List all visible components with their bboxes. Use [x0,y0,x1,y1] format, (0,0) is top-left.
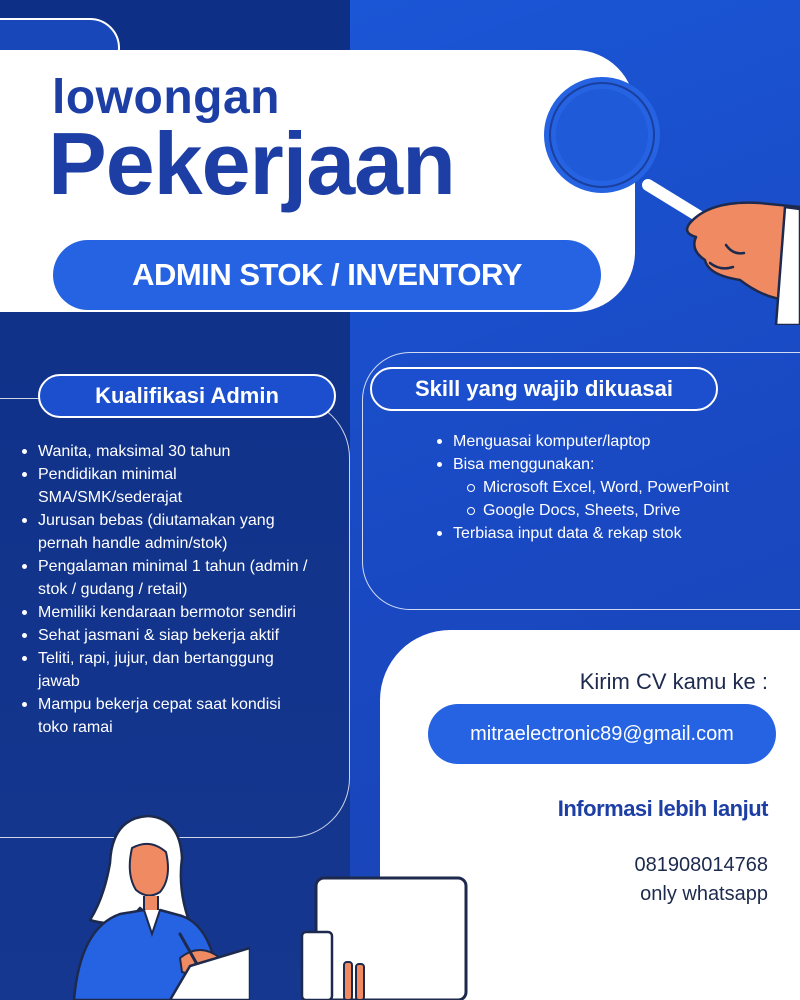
list-item: Menguasai komputer/laptop [437,430,787,453]
sub-list-item: Google Docs, Sheets, Drive [467,499,787,522]
list-item: Wanita, maksimal 30 tahun [22,440,312,463]
title-pekerjaan: Pekerjaan [48,114,455,213]
list-item: Sehat jasmani & siap bekerja aktif [22,624,312,647]
qualification-label: Kualifikasi Admin [38,374,336,418]
title-lowongan: lowongan [52,71,280,124]
list-item: Jurusan bebas (diutamakan yang pernah handle admin/stok) [22,509,312,555]
list-item-text: Bisa menggunakan: [453,456,595,473]
qualification-list [22,440,312,739]
more-info-heading: Informasi lebih lanjut [557,796,768,821]
woman-worker-illustration [60,808,250,1000]
computer-monitor-illustration [300,872,480,1000]
list-item [437,453,787,522]
list-item: Terbiasa input data & rekap stok [437,522,787,545]
list-item: Teliti, rapi, jujur, dan bertanggung jawab [22,647,312,693]
list-item: Pendidikan minimal SMA/SMK/sederajat [22,463,312,509]
job-position-badge: ADMIN STOK / INVENTORY [53,240,601,310]
magnifying-glass-icon [530,75,800,325]
phone-note: only whatsapp [640,883,768,905]
list-item: Pengalaman minimal 1 tahun (admin / stok / gudang / retail) [22,555,312,601]
list-item: Mampu bekerja cepat saat kondisi toko ramai [22,693,312,739]
sub-list-item: Microsoft Excel, Word, PowerPoint [467,476,787,499]
send-cv-text: Kirim CV kamu ke : [579,669,768,694]
skill-list [437,430,787,545]
sub-list [467,476,787,522]
skill-label: Skill yang wajib dikuasai [370,367,718,411]
list-item: Memiliki kendaraan bermotor sendiri [22,601,312,624]
email-link[interactable]: mitraelectronic89@gmail.com [428,704,776,764]
phone-number[interactable]: 081908014768 [634,854,768,876]
